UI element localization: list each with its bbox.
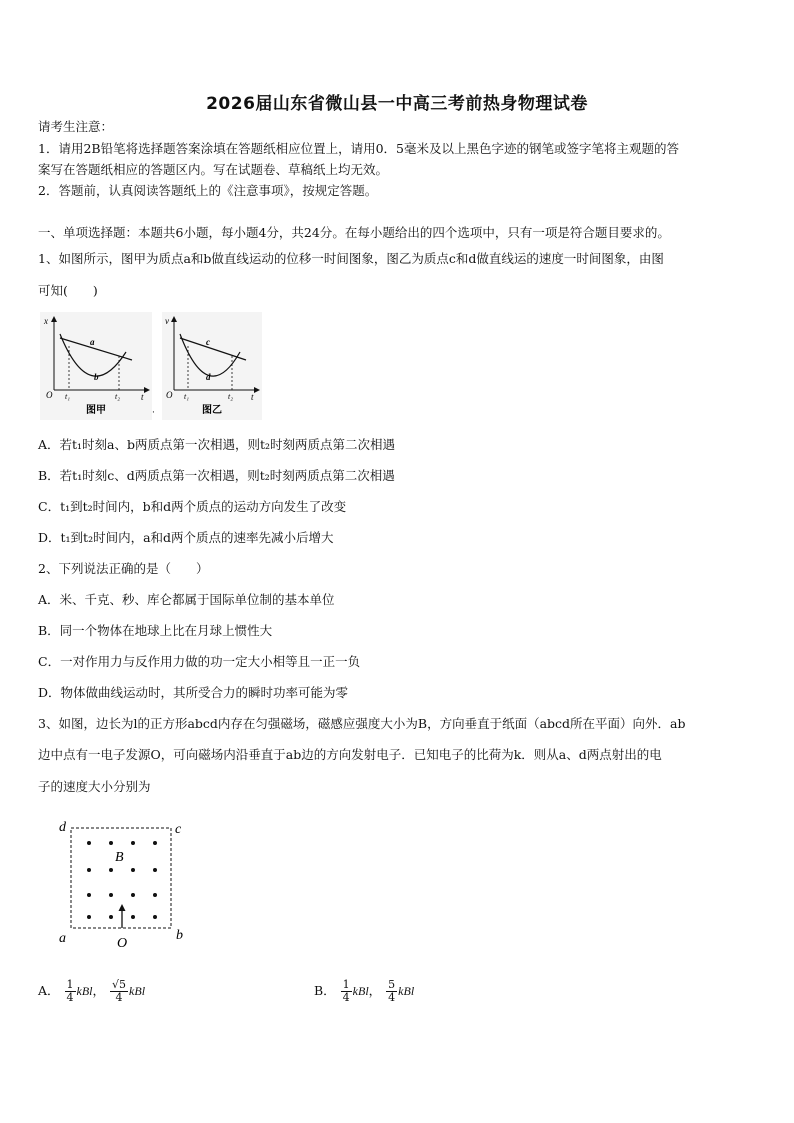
page-title: 2026届山东省微山县一中高三考前热身物理试卷 (206, 94, 588, 114)
figure-caption: 图甲 (86, 405, 106, 416)
y-axis-label: v (165, 316, 169, 326)
expression-tail: kBl (398, 984, 415, 998)
question-1-stem: 可知( ) (38, 283, 98, 298)
notice-item: 2．答题前，认真阅读答题纸上的《注意事项》，按规定答题。 (38, 183, 378, 198)
question-3-option-a[interactable] (38, 978, 145, 1004)
curve-d-label: d (206, 372, 211, 382)
notice-item: 1．请用2B铅笔将选择题答案涂填在答题纸相应位置上，请用0．5毫米及以上黑色字迹的钢笔或签字笔将主观题的答 (38, 141, 679, 156)
denominator: 4 (342, 991, 350, 1004)
fraction (341, 979, 352, 1004)
corner-a-label: a (59, 931, 66, 946)
separator: ， (92, 983, 106, 998)
figure-magnetic-field-square (55, 818, 195, 954)
numerator: 1 (66, 978, 74, 991)
question-2-option-d[interactable]: D．物体做曲线运动时，其所受合力的瞬时功率可能为零 (38, 685, 349, 700)
question-3-option-b[interactable] (314, 978, 414, 1004)
curve-b-label: b (94, 372, 99, 382)
t1-label: t₁ (65, 392, 71, 401)
option-letter: A． (38, 983, 60, 998)
question-1-stem: 1、如图所示，图甲为质点a和b做直线运动的位移一时间图象，图乙为质点c和d做直线运的速度一时间图象，由图 (38, 251, 664, 266)
figure-separator-dot: · (152, 408, 155, 418)
t1-label: t₁ (184, 392, 190, 401)
source-O-label: O (117, 936, 128, 951)
question-1-option-c[interactable]: C．t₁到t₂时间内，b和d两个质点的运动方向发生了改变 (38, 499, 347, 514)
t2-label: t₂ (115, 392, 121, 401)
expression-tail: kBl (352, 984, 369, 998)
t2-label: t₂ (228, 392, 234, 401)
origin-label: O (166, 390, 173, 400)
denominator: 4 (115, 991, 123, 1004)
figure-caption: 图乙 (202, 405, 222, 416)
corner-c-label: c (175, 822, 182, 837)
question-1-option-b[interactable]: B．若t₁时刻c、d两质点第一次相遇，则t₂时刻两质点第二次相遇 (38, 468, 395, 483)
fraction (65, 979, 76, 1004)
origin-label: O (46, 390, 53, 400)
fraction (386, 979, 397, 1004)
denominator: 4 (388, 991, 396, 1004)
question-2-stem: 2、下列说法正确的是（ ） (38, 561, 209, 576)
expression-tail: kBl (76, 984, 93, 998)
curve-a-label: a (90, 337, 95, 347)
question-1-option-a[interactable]: A．若t₁时刻a、b两质点第一次相遇，则t₂时刻两质点第二次相遇 (38, 437, 396, 452)
question-3-stem: 子的速度大小分别为 (38, 779, 151, 794)
field-B-label: B (115, 850, 124, 865)
t-axis-label: t (141, 392, 144, 402)
notice-item: 案写在答题纸相应的答题区内。写在试题卷、草稿纸上均无效。 (38, 162, 389, 177)
separator: ， (368, 983, 382, 998)
numerator: 1 (342, 978, 350, 991)
question-2-option-a[interactable]: A．米、千克、秒、库仑都属于国际单位制的基本单位 (38, 592, 335, 607)
t-axis-label: t (251, 392, 254, 402)
denominator: 4 (66, 991, 74, 1004)
question-1-option-d[interactable]: D．t₁到t₂时间内，a和d两个质点的速率先减小后增大 (38, 530, 334, 545)
numerator: √5 (112, 978, 127, 991)
y-axis-label: x (44, 316, 48, 326)
expression-tail: kBl (129, 984, 146, 998)
fraction (110, 979, 128, 1004)
numerator: 5 (388, 978, 396, 991)
question-3-stem: 边中点有一电子发源O，可向磁场内沿垂直于ab边的方向发射电子．已知电子的比荷为k．则从a、d两点射出的电 (38, 747, 662, 762)
section-heading: 一、单项选择题：本题共6小题，每小题4分，共24分。在每小题给出的四个选项中，只有一项是符合题目要求的。 (38, 225, 670, 240)
corner-b-label: b (176, 928, 183, 943)
question-3-stem: 3、如图，边长为l的正方形abcd内存在匀强磁场，磁感应强度大小为B，方向垂直于纸面（abcd所在平面）向外．ab (38, 716, 686, 731)
corner-d-label: d (59, 820, 66, 835)
question-2-option-c[interactable]: C．一对作用力与反作用力做的功一定大小相等且一正一负 (38, 654, 361, 669)
question-2-option-b[interactable]: B．同一个物体在地球上比在月球上惯性大 (38, 623, 273, 638)
figure-jia-xt-graph (40, 312, 152, 420)
option-letter: B． (314, 983, 336, 998)
curve-c-label: c (206, 337, 210, 347)
figure-yi-vt-graph (162, 312, 262, 420)
notice-header: 请考生注意： (38, 119, 114, 134)
